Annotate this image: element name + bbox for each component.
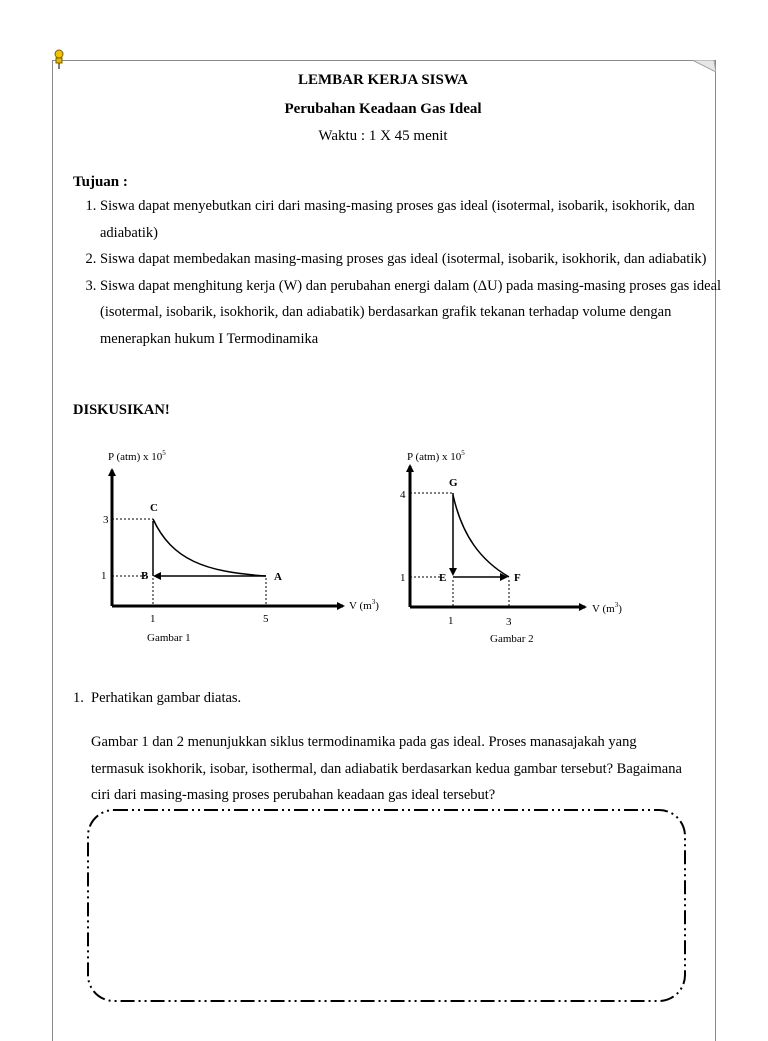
figure-2 (400, 449, 622, 645)
question-body: Gambar 1 dan 2 menunjukkan siklus termodinamika pada gas ideal. Proses manasajakah yang termasuk isokhorik, isobar, isothermal, dan adiabatik berdasarkan kedua gambar tersebut? Bagaimana ciri dari masing-masing proses perubahan keadaan gas ideal tersebut? (91, 734, 682, 803)
discuss-heading: DISKUSIKAN! (73, 402, 170, 418)
fig1-ytick: 3 (103, 514, 109, 526)
fig1-point-c: C (150, 502, 158, 514)
fig2-xtick: 3 (506, 616, 512, 628)
figure-1 (101, 449, 379, 644)
fig1-point-a: A (274, 571, 282, 583)
fig1-caption: Gambar 1 (147, 632, 191, 644)
fig2-ytick: 1 (400, 572, 406, 584)
fig2-point-f: F (514, 572, 521, 584)
fig2-point-g: G (449, 477, 458, 489)
goals-heading: Tujuan : (73, 174, 128, 190)
fig2-xlabel: V $(m^3)$ (592, 601, 622, 615)
question-number: 1. (73, 690, 84, 706)
worksheet-title: LEMBAR KERJA SISWA (297, 72, 469, 88)
fig1-ylabel: P (atm) x $10^5$ (108, 449, 166, 463)
fig2-ytick: 4 (400, 489, 406, 501)
goal-item: 3. Siswa dapat menghitung kerja (W) dan perubahan energi dalam (ΔU) pada masing-masing proses gas ideal (isotermal, isobarik, isokhorik, dan adiabatik) berdasarkan grafik tekanan terhadap volume dengan menerapkan hukum I Termodinamika (100, 273, 730, 353)
goal-item: 1. Siswa dapat menyebutkan ciri dari masing-masing proses gas ideal (isotermal, isobarik, isokhorik, dan adiabatik) (100, 193, 730, 246)
fig2-ylabel: P (atm) x $10^5$ (407, 449, 465, 463)
fig1-ytick: 1 (101, 570, 107, 582)
fig2-xtick: 1 (448, 615, 454, 627)
fig1-xtick: 1 (150, 613, 156, 625)
fig1-point-b: B (141, 570, 149, 582)
fig2-caption: Gambar 2 (490, 633, 534, 645)
answer-box[interactable] (86, 808, 687, 1003)
fig1-curve-ca (153, 519, 266, 576)
fig2-curve-fg (453, 495, 509, 577)
goal-item: 2. Siswa dapat membedakan masing-masing proses gas ideal (isotermal, isobarik, isokhorik, dan adiabatik) (100, 246, 730, 273)
fig1-xlabel: V $(m^3)$ (349, 598, 379, 612)
time-allocation: Waktu : 1 X 45 menit (318, 128, 448, 144)
fig1-xtick: 5 (263, 613, 269, 625)
question-prompt: Perhatikan gambar diatas. (91, 690, 242, 706)
worksheet-subtitle: Perubahan Keadaan Gas Ideal (284, 101, 482, 117)
fig2-point-e: E (439, 572, 447, 584)
